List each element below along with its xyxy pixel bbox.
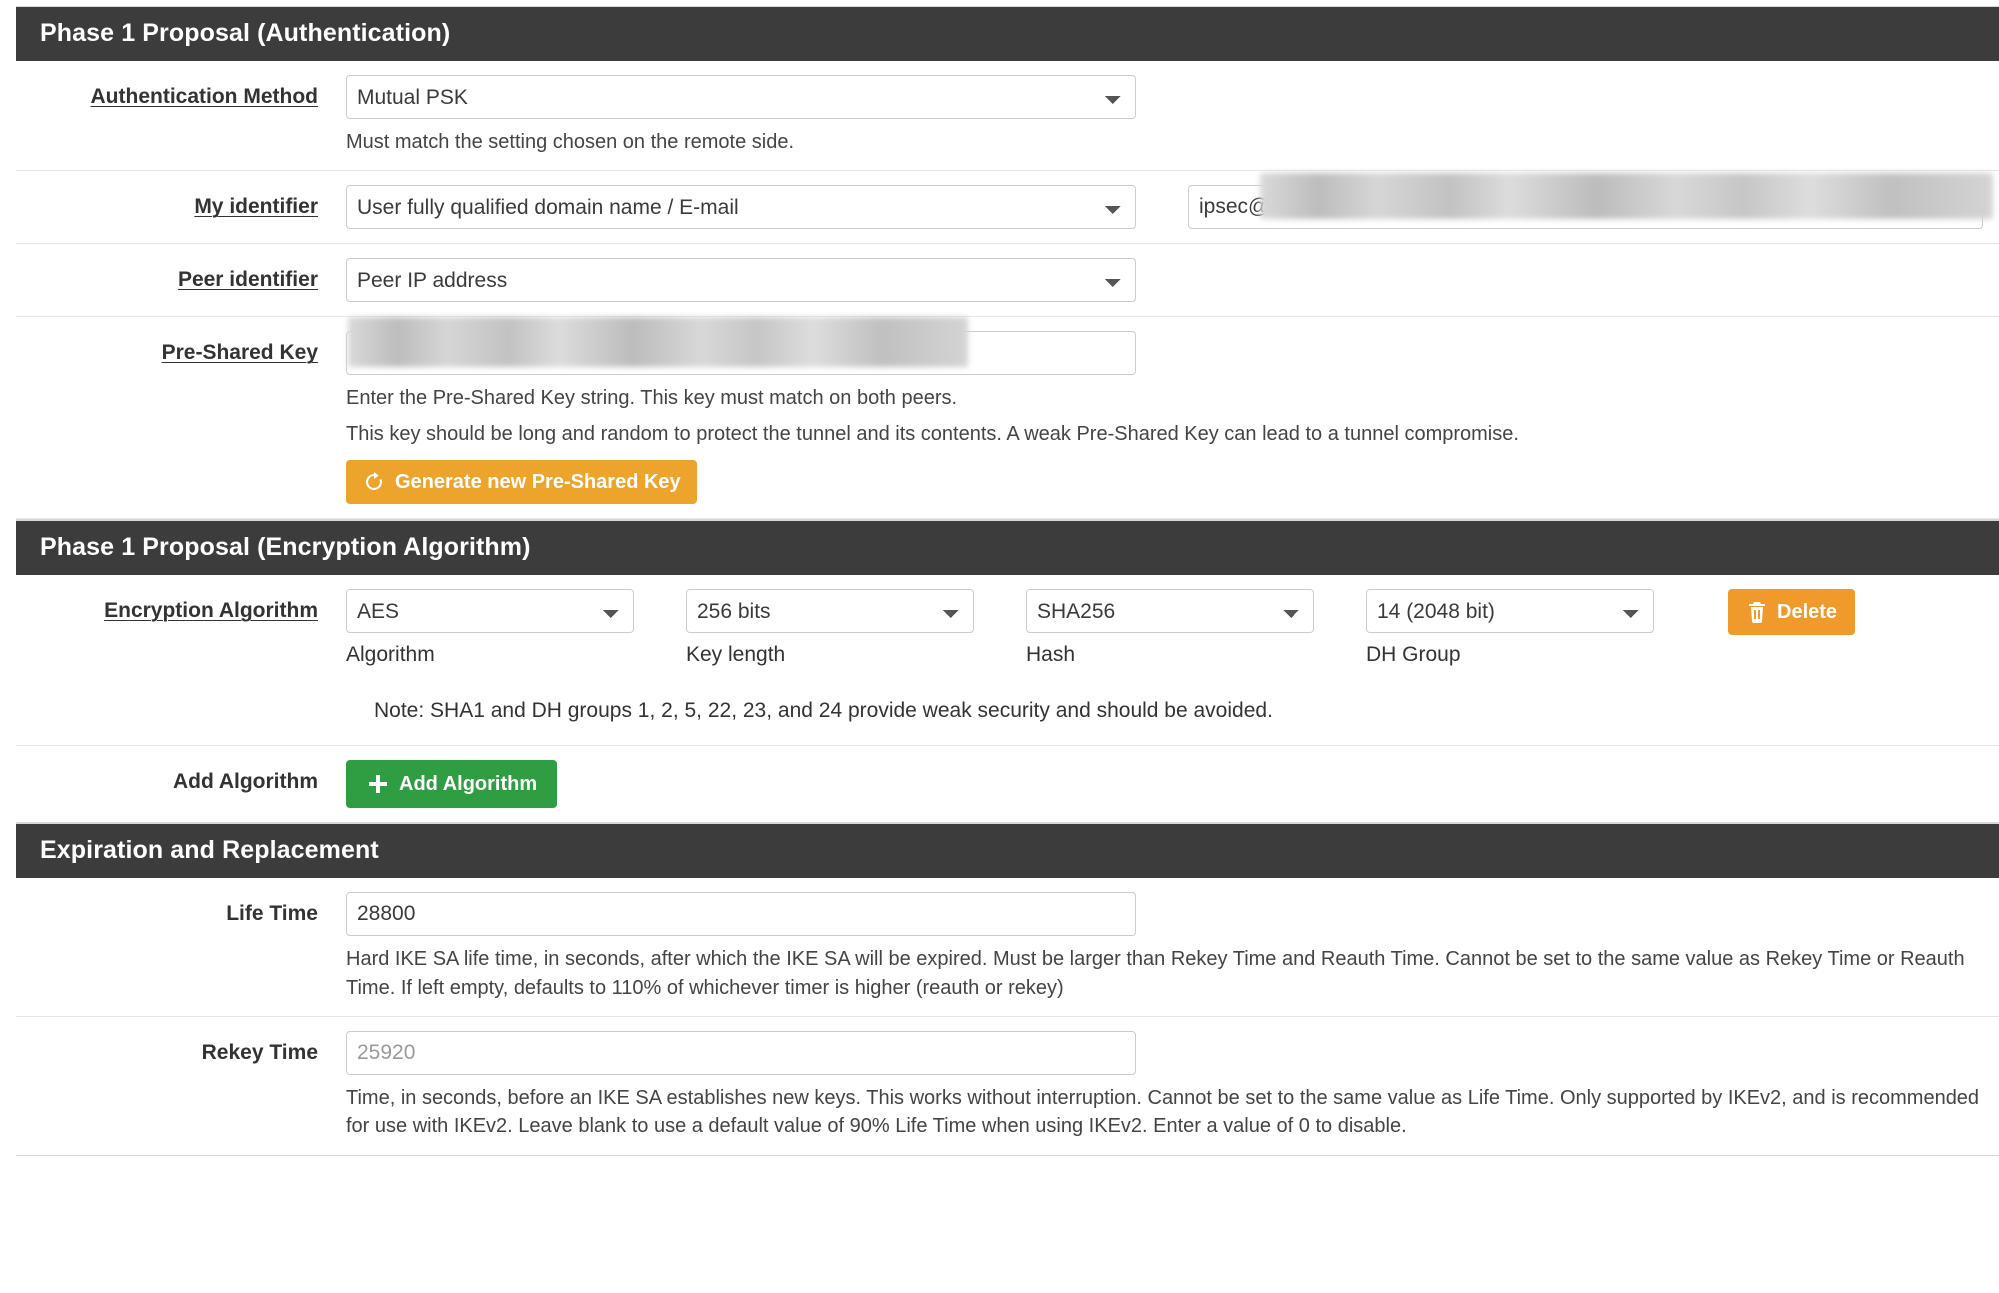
encryption-dh-group-select[interactable] [1366,589,1654,633]
field-authentication-method [346,75,1999,156]
generate-new-pre-shared-key-button[interactable] [346,460,697,504]
row-authentication-method [16,61,1999,171]
field-my-identifier [346,185,1999,229]
panel-heading-expiration-replacement: Expiration and Replacement [16,824,1999,878]
redaction-overlay-my-identifier [1260,173,1993,219]
my-identifier-type-select[interactable] [346,185,1136,229]
panel-heading-phase1-encryption: Phase 1 Proposal (Encryption Algorithm) [16,521,1999,575]
panel-phase1-authentication [16,6,1999,520]
row-my-identifier [16,171,1999,244]
panel-body-phase1-encryption [16,575,1999,822]
row-encryption-algorithm [16,575,1999,677]
panel-expiration-replacement [16,823,1999,1156]
life-time-input[interactable] [346,892,1136,936]
row-pre-shared-key [16,317,1999,519]
field-pre-shared-key [346,331,1999,504]
add-algorithm-button[interactable] [346,760,557,808]
panel-body-phase1-authentication [16,61,1999,519]
refresh-icon [362,470,386,494]
caption-key-length: Key length [686,643,786,667]
bottom-spacer [16,1156,1999,1166]
encryption-algorithm-controls [346,589,1983,635]
field-life-time [346,892,1999,1002]
field-add-algorithm [346,760,1999,808]
row-add-algorithm [16,746,1999,822]
label-pre-shared-key: Pre-Shared Key [161,341,318,365]
label-life-time: Life Time [226,902,318,926]
encryption-algorithm-select[interactable] [346,589,634,633]
encryption-algorithm-captions [346,643,1983,667]
add-algorithm-label: Add Algorithm [399,773,538,796]
field-encryption-algorithm [346,589,1999,667]
delete-algorithm-label: Delete [1777,601,1838,624]
delete-algorithm-button[interactable] [1728,589,1855,635]
rekey-time-input[interactable] [346,1031,1136,1075]
my-identifier-controls [346,185,1983,229]
pre-shared-key-wrap [346,331,1136,375]
peer-identifier-type-select[interactable] [346,258,1136,302]
trash-icon [1746,600,1768,624]
row-encryption-note [16,677,1999,746]
generate-new-pre-shared-key-label: Generate new Pre-Shared Key [395,471,681,494]
row-rekey-time [16,1017,1999,1155]
label-peer-identifier: Peer identifier [177,268,318,292]
encryption-key-length-select[interactable] [686,589,974,633]
encryption-hash-select[interactable] [1026,589,1314,633]
authentication-method-help: Must match the setting chosen on the remote side. [346,131,795,153]
authentication-method-select[interactable] [346,75,1136,119]
label-encryption-algorithm: Encryption Algorithm [104,599,318,623]
row-life-time [16,878,1999,1017]
my-identifier-value-wrap [1188,185,1983,229]
pre-shared-key-help-2: This key should be long and random to protect the tunnel and its contents. A weak Pre-Shared Key can lead to a tunnel compromise. [346,422,1519,445]
field-rekey-time [346,1031,1999,1141]
plus-icon [366,772,390,796]
panel-heading-phase1-authentication: Phase 1 Proposal (Authentication) [16,7,1999,61]
encryption-weak-security-note: Note: SHA1 and DH groups 1, 2, 5, 22, 23, and 24 provide weak security and should be avoided. [374,699,1273,723]
caption-hash: Hash [1026,643,1076,667]
rekey-time-help: Time, in seconds, before an IKE SA establishes new keys. This works without interruption. Cannot be set to the same value as Life Time. Only supported by IKEv2, and is recommended for use with IKEv2. Leave blank to use a default value of 90% Life Time when using IKEv2. Enter a value of 0 to disable. [346,1086,1980,1138]
redaction-overlay-pre-shared-key [348,317,968,367]
life-time-help: Hard IKE SA life time, in seconds, after which the IKE SA will be expired. Must be larger than Rekey Time and Reauth Time. Cannot be set to the same value as Rekey Time or Reauth Time. If left empty, defaults to 110% of whichever timer is higher (reauth or rekey) [346,948,1965,999]
label-rekey-time: Rekey Time [201,1040,318,1064]
pre-shared-key-help-1: Enter the Pre-Shared Key string. This key must match on both peers. [346,387,958,410]
row-peer-identifier [16,244,1999,317]
caption-algorithm: Algorithm [346,643,435,667]
field-peer-identifier [346,258,1999,302]
caption-dh-group: DH Group [1366,643,1461,667]
generate-psk-wrap [346,460,1983,504]
label-add-algorithm: Add Algorithm [172,770,318,794]
panel-phase1-encryption [16,520,1999,823]
panel-body-expiration-replacement [16,878,1999,1155]
label-authentication-method: Authentication Method [90,85,318,108]
label-my-identifier: My identifier [194,195,318,219]
